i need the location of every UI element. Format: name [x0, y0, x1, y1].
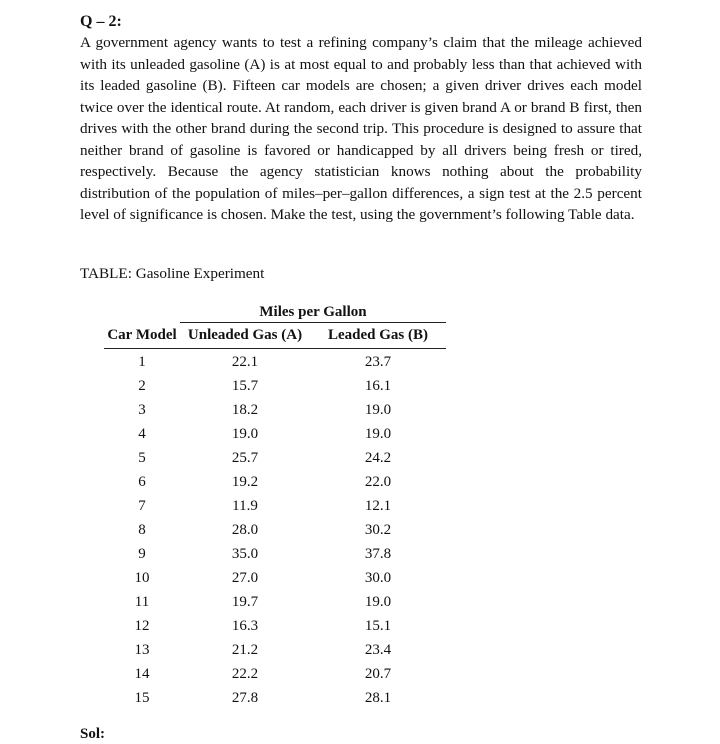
car-model-cell: 3: [138, 402, 146, 418]
table-row: [104, 422, 446, 446]
column-header-leaded: Leaded Gas (B): [310, 323, 446, 349]
unleaded-cell: 11.9: [232, 498, 258, 514]
leaded-cell: 19.0: [364, 426, 392, 442]
leaded-cell: 19.0: [364, 594, 392, 610]
car-model-cell: 12: [134, 618, 150, 634]
unleaded-cell: 25.7: [231, 450, 259, 466]
car-model-cell: 8: [138, 522, 146, 538]
unleaded-cell: 19.0: [231, 426, 259, 442]
column-header-car-model: Car Model: [104, 323, 180, 349]
car-model-cell: 14: [134, 666, 150, 682]
leaded-cell: 23.4: [364, 642, 392, 658]
solution-heading-fragment: Sol:: [80, 726, 106, 742]
gasoline-table: [104, 302, 446, 710]
question-body: A government agency wants to test a refining company’s claim that the mileage achieved with its unleaded gasoline (A) is at most equal to and probably less than that achieved with its leaded gasoline (B). Fifteen car models are chosen; a given driver drives each model twice over the identical route. At random, each driver is given brand A or brand B first, then drives with the other brand during the second trip. This procedure is designed to assure that neither brand of gasoline is favored or handicapped by all drivers being fresh or tired, respectively. Because the agency statistician knows nothing about the probability distribution of the population of miles–per–gallon differences, a sign test at the 2.5 percent level of significance is chosen. Make the test, using the government’s following Table data.: [80, 34, 642, 223]
leaded-cell: 22.0: [364, 474, 392, 490]
table-row: [104, 542, 446, 566]
leaded-cell: 12.1: [364, 498, 392, 514]
table-row: [104, 590, 446, 614]
table-row: [104, 518, 446, 542]
unleaded-cell: 19.7: [231, 594, 259, 610]
leaded-cell: 30.0: [364, 570, 392, 586]
column-header-unleaded: Unleaded Gas (A): [180, 323, 310, 349]
group-header-spacer: [104, 302, 180, 323]
table-row: [104, 686, 446, 710]
unleaded-cell: 18.2: [231, 402, 259, 418]
leaded-cell: 28.1: [364, 690, 392, 706]
leaded-cell: 30.2: [364, 522, 392, 538]
table-row: [104, 494, 446, 518]
leaded-cell: 20.7: [364, 666, 392, 682]
unleaded-cell: 22.1: [231, 354, 259, 370]
unleaded-cell: 27.0: [231, 570, 259, 586]
unleaded-cell: 22.2: [231, 666, 259, 682]
table-row: [104, 638, 446, 662]
table-row: [104, 662, 446, 686]
car-model-cell: 6: [138, 474, 146, 490]
document-page: [80, 12, 642, 706]
table-row: [104, 446, 446, 470]
leaded-cell: 19.0: [364, 402, 392, 418]
leaded-cell: 15.1: [364, 618, 392, 634]
unleaded-cell: 27.8: [231, 690, 259, 706]
car-model-cell: 1: [138, 354, 146, 370]
question-title: Q – 2:: [80, 13, 122, 30]
car-model-cell: 15: [134, 690, 150, 706]
table-row: [104, 566, 446, 590]
leaded-cell: 16.1: [364, 378, 392, 394]
table-column-header-row: [104, 323, 446, 349]
unleaded-cell: 28.0: [231, 522, 259, 538]
table-row: [104, 614, 446, 638]
car-model-cell: 4: [138, 426, 146, 442]
car-model-cell: 5: [138, 450, 146, 466]
table-caption: TABLE: Gasoline Experiment: [80, 265, 265, 282]
car-model-cell: 13: [134, 642, 150, 658]
leaded-cell: 24.2: [364, 450, 392, 466]
unleaded-cell: 19.2: [231, 474, 259, 490]
car-model-cell: 11: [134, 594, 150, 610]
unleaded-cell: 16.3: [231, 618, 259, 634]
car-model-cell: 7: [138, 498, 146, 514]
leaded-cell: 23.7: [364, 354, 392, 370]
leaded-cell: 37.8: [364, 546, 392, 562]
unleaded-cell: 35.0: [231, 546, 259, 562]
car-model-cell: 2: [138, 378, 146, 394]
unleaded-cell: 21.2: [231, 642, 259, 658]
car-model-cell: 10: [134, 570, 150, 586]
group-header-miles-per-gallon: Miles per Gallon: [180, 302, 446, 323]
table-row: [104, 470, 446, 494]
table-row: [104, 349, 446, 375]
table-row: [104, 374, 446, 398]
table-group-header-row: [104, 302, 446, 323]
table-row: [104, 398, 446, 422]
car-model-cell: 9: [138, 546, 146, 562]
unleaded-cell: 15.7: [231, 378, 259, 394]
